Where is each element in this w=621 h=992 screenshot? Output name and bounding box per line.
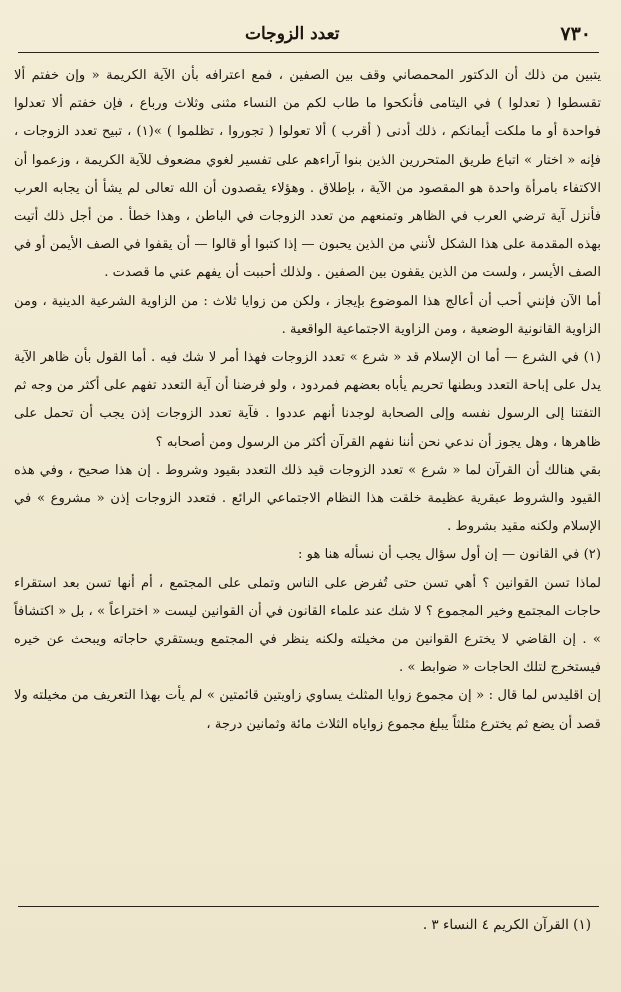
paragraph: لماذا تسن القوانين ؟ أهي تسن حتى تُفرض على الناس وتملى على المجتمع ، أم أنها تسن بعد استقراء حاجات المجتمع وخير المجموع ؟ لا شك عند علماء القانون في أن القوانين ليست « اختراعاً » ، بل « اكتشافاً » . إن القاضي لا يخترع القوانين من مخيلته ولكنه ينظر في المجتمع ويستقري حاجاته ويبحث عن خيره فيستخرج لتلك الحاجات « ضوابط » . bbox=[14, 575, 601, 676]
paragraph: يتبين من ذلك أن الدكتور المحمصاني وقف بين الصفين ، فمع اعترافه بأن الآية الكريمة « وإن خفتم ألا تقسطوا ( تعدلوا ) في اليتامى فأنكحوا ما طاب لكم من النساء مثنى وثلاث ورباع ، فإن خفتم ألا تعدلوا فواحدة أو ما ملكت أيمانكم ، ذلك أدنى ( أقرب ) ألا تعولوا ( تجوروا ، تظلموا ) »(١) ، تبيح تعدد الزوجات ، فإنه « اختار » اتباع طريق المتحررين الذين بنوا آراءهم على تفسير لغوي مضعوف للآية الكريمة ، وزعموا أن الاكتفاء بامرأة واحدة هو المقصود من الآية ، بإطلاق . وهؤلاء يقصدون أن الله تعالى لم يشأ أن يجابه العرب فأنزل آية ترضي العرب في الظاهر وتمنعهم من تعدد الزوجات في الباطن ، وهذا خطأ . من أجل ذلك أتيت بهذه المقدمة على هذا الشكل لأنني من الذين يحبون — إذا كتبوا أو قالوا — أن يقفوا في الصف الأيمن أو في الصف الأيسر ، ولست من الذين يقفون بين الصفين . ولذلك أحببت أن يفهم عني ما قصدت . bbox=[14, 68, 602, 281]
footnote: (١) القرآن الكريم ٤ النساء ٣ . bbox=[422, 917, 591, 933]
page-header bbox=[40, 18, 591, 50]
paragraph: بقي هنالك أن القرآن لما « شرع » تعدد الزوجات قيد ذلك التعدد بقيود وشروط . إن هذا صحيح ، وفي هذه القيود والشروط عبقرية عظيمة خلقت هذا النظام الاجتماعي الرائع . فتعدد الزوجات إذن « مشروع » في الإسلام ولكنه مقيد بشروط . bbox=[14, 462, 601, 535]
page-number: ٧٣٠ bbox=[560, 23, 591, 45]
body-text bbox=[14, 62, 601, 739]
running-title: تعدد الزوجات bbox=[245, 24, 340, 44]
footnote-rule bbox=[18, 906, 599, 907]
paragraph: أما الآن فإنني أحب أن أعالج هذا الموضوع بإيجاز ، ولكن من زوايا ثلاث : من الزاوية الشرعية الدينية ، ومن الزاوية القانونية الوضعية ، ومن الزاوية الاجتماعية الواقعية . bbox=[14, 293, 601, 337]
header-rule bbox=[18, 52, 599, 53]
paragraph: (٢) في القانون — إن أول سؤال يجب أن نسأله هنا هو : bbox=[298, 547, 601, 563]
paragraph: (١) في الشرع — أما ان الإسلام قد « شرع » تعدد الزوجات فهذا أمر لا شك فيه . أما القول بأن ظاهر الآية يدل على إباحة التعدد وبطنها تحريم يأباه بعضهم فمردود ، ولو فرضنا أن آية التعدد تفهم على أكثر من وجه ثم التفتنا إلى الرسول نفسه وإلى الصحابة لوجدنا أنهم عددوا . فآية تعدد الزوجات إذن يجب أن تحمل على ظاهرها ، وهل يجوز أن ندعي نحن أننا نفهم القرآن أكثر من الرسول ومن أصحابه ؟ bbox=[14, 350, 601, 450]
paragraph: إن اقليدس لما قال : « إن مجموع زوايا المثلث يساوي زاويتين قائمتين » لم يأت بهذا التعريف من مخيلته ولا قصد أن يضع ثم يخترع مثلثاً يبلغ مجموع زواياه الثلاث مائة وثمانين درجة ، bbox=[14, 688, 601, 732]
